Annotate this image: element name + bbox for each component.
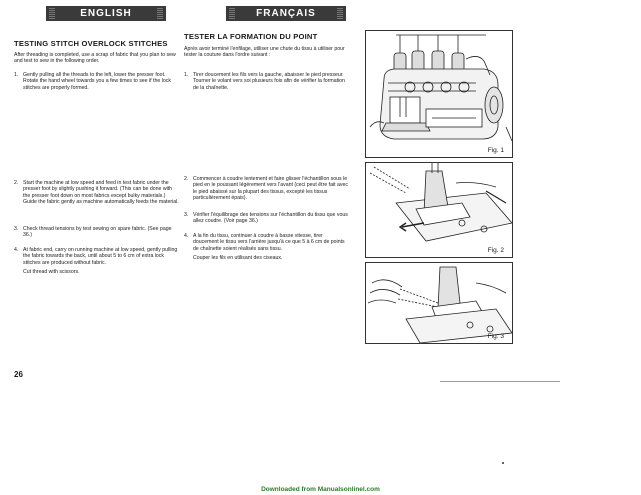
step-text: At fabric end, carry on running machine at low speed, gently pulling the fabric towards the back, until about 5 to 6 cm of extra lock stitches are produced without fabric.	[23, 247, 178, 266]
step-number: 3.	[184, 212, 189, 218]
step-number: 2.	[184, 176, 189, 182]
step-number: 1.	[184, 72, 189, 78]
page-number: 26	[14, 370, 23, 379]
step-extra: Cut thread with scissors.	[23, 269, 80, 276]
step-text: Start the machine at low speed and feed in test fabric under the presser foot by slightly pushing it forward. (This can be done with the presser foot down on most fabrics except bulky materials.)	[23, 180, 173, 199]
english-step-4	[14, 247, 179, 276]
french-title: TESTER LA FORMATION DU POINT	[184, 32, 318, 41]
presser-foot-illustration	[366, 163, 513, 258]
figure-1-label: Fig. 1	[487, 147, 504, 154]
english-step-2	[14, 180, 179, 206]
french-step-1	[184, 72, 349, 91]
english-title: TESTING STITCH OVERLOCK STITCHES	[14, 39, 168, 48]
step-extra: Guide the fabric gently as machine automatically feeds the material.	[23, 199, 179, 206]
step-extra: Couper les fils en utilisant des ciseaux.	[193, 255, 283, 262]
step-number: 3.	[14, 226, 19, 232]
english-intro: After threading is completed, use a scrap of fabric that you plan to sew and test to sew in the following order.	[14, 52, 176, 65]
tab-french: FRANÇAIS	[226, 6, 346, 21]
step-number: 4.	[184, 233, 189, 239]
step-number: 2.	[14, 180, 19, 186]
figure-3-label: Fig. 3	[487, 333, 504, 340]
french-intro: Après avoir terminé l'enfilage, utiliser une chute du tissu à utiliser pour tester la couture dans l'ordre suivant :	[184, 46, 345, 59]
english-step-1	[14, 72, 179, 91]
step-text: Commencer à coudre lentement et faire glisser l'échantillon sous le pied en le poussant légèrement vers l'avant (ceci peut être fait avec le pied abaissé sur la plupart des tissus, excepté les tissus particulièrement épais).	[193, 176, 348, 202]
step-text: Check thread tensions by test sewing on spare fabric. (See page 36.)	[23, 226, 172, 239]
bottom-divider	[440, 381, 560, 382]
tab-english: ENGLISH	[46, 6, 166, 21]
step-number: 4.	[14, 247, 19, 253]
overlock-machine-illustration	[366, 31, 513, 158]
step-text: Tirer doucement les fils vers la gauche, abaisser le pied presseur. Tourner le volant vers soi plusieurs fois afin de vérifier la formation de la chaînette.	[193, 72, 345, 91]
source-footer-link[interactable]: Downloaded from Manualsonlinel.com	[261, 486, 380, 493]
step-text: Gently pulling all the threads to the left, lower the presser foot. Rotate the hand wheel towards you a few times to see if the lock stitches are properly formed.	[23, 72, 171, 91]
step-text: Vérifier l'équilibrage des tensions sur l'échantillon du tissu que vous allez coudre. (Voir page 36.)	[193, 212, 348, 225]
french-step-4	[184, 233, 349, 262]
figure-2	[365, 162, 513, 258]
french-step-3	[184, 212, 349, 225]
figure-2-label: Fig. 2	[487, 247, 504, 254]
french-step-2	[184, 176, 349, 202]
step-number: 1.	[14, 72, 19, 78]
figure-1	[365, 30, 513, 158]
english-step-3	[14, 226, 179, 239]
fabric-pulling-illustration	[366, 263, 513, 344]
figure-3	[365, 262, 513, 344]
scan-speck	[502, 462, 504, 464]
step-text: A la fin du tissu, continuer à coudre à basse vitesse, tirer doucement le tissu vers l'arrière jusqu'à ce que 5 à 6 cm de points de chaînette soient réalisés sans tissu.	[193, 233, 345, 252]
